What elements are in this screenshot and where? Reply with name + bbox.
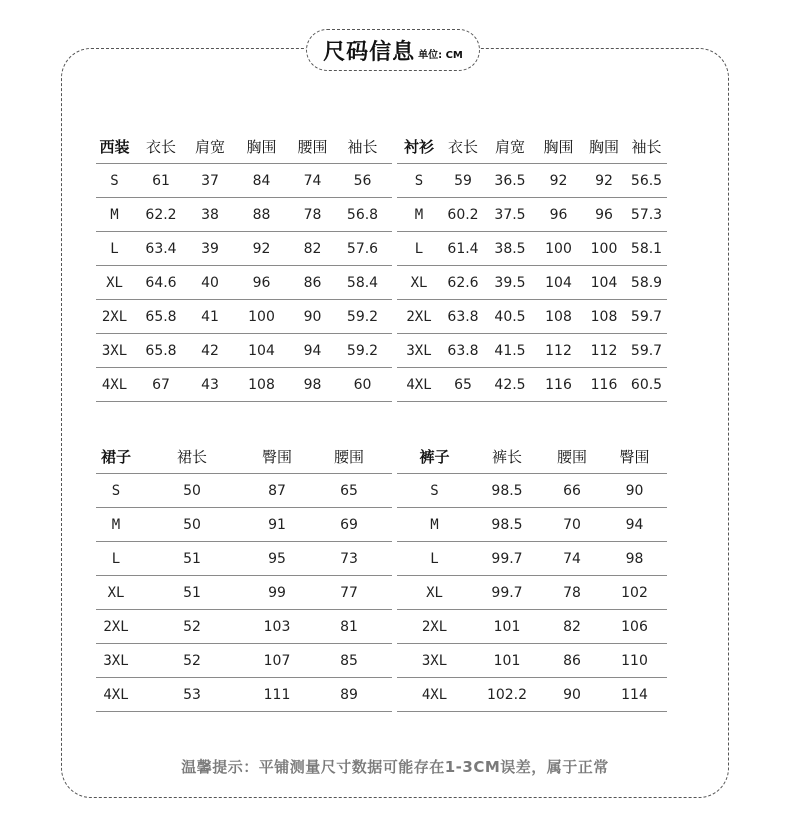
table-cell: 106	[602, 610, 667, 644]
table-cell: 52	[136, 610, 248, 644]
table-cell: 64.6	[133, 266, 189, 300]
size-cell: XL	[397, 576, 472, 610]
table-cell: 58.4	[333, 266, 392, 300]
table-cell: 36.5	[485, 164, 535, 198]
table-cell: 70	[542, 508, 602, 542]
table-cell: 116	[535, 368, 582, 402]
table-cell: 85	[306, 644, 392, 678]
table-cell: 63.4	[133, 232, 189, 266]
table-cell: 66	[542, 474, 602, 508]
column-header: 袖长	[333, 130, 392, 164]
table-row	[96, 542, 392, 576]
table-cell: 96	[535, 198, 582, 232]
table-cell: 61.4	[441, 232, 485, 266]
table-category-header: 衬衫	[397, 130, 441, 164]
table-cell: 86	[292, 266, 333, 300]
table-cell: 65	[441, 368, 485, 402]
table-cell: 92	[535, 164, 582, 198]
table-cell: 37	[189, 164, 231, 198]
pants-size-table	[397, 440, 667, 712]
size-cell: 2XL	[96, 610, 136, 644]
table-cell: 82	[542, 610, 602, 644]
size-cell: 2XL	[397, 300, 441, 334]
table-cell: 94	[292, 334, 333, 368]
column-header: 腰围	[542, 440, 602, 474]
table-cell: 38.5	[485, 232, 535, 266]
table-cell: 69	[306, 508, 392, 542]
size-cell: S	[397, 474, 472, 508]
table-cell: 60	[333, 368, 392, 402]
column-header: 胸围	[231, 130, 292, 164]
table-row	[96, 266, 392, 300]
table-row	[96, 610, 392, 644]
table-row	[397, 610, 667, 644]
shirt-size-table	[397, 130, 667, 402]
size-cell: M	[96, 198, 133, 232]
column-header: 臀围	[602, 440, 667, 474]
table-cell: 63.8	[441, 334, 485, 368]
size-cell: S	[397, 164, 441, 198]
column-header: 胸围	[582, 130, 626, 164]
table-cell: 81	[306, 610, 392, 644]
table-cell: 108	[535, 300, 582, 334]
table-cell: 90	[542, 678, 602, 712]
table-cell: 65.8	[133, 300, 189, 334]
table-cell: 87	[248, 474, 306, 508]
table-row	[96, 576, 392, 610]
table-cell: 63.8	[441, 300, 485, 334]
column-header: 袖长	[626, 130, 667, 164]
table-cell: 99.7	[472, 576, 542, 610]
column-header: 裙长	[136, 440, 248, 474]
table-row	[397, 164, 667, 198]
table-cell: 50	[136, 474, 248, 508]
table-cell: 89	[306, 678, 392, 712]
column-header: 裤长	[472, 440, 542, 474]
table-cell: 58.9	[626, 266, 667, 300]
table-cell: 104	[582, 266, 626, 300]
column-header: 肩宽	[189, 130, 231, 164]
table-cell: 103	[248, 610, 306, 644]
table-cell: 41.5	[485, 334, 535, 368]
size-cell: 4XL	[96, 368, 133, 402]
table-row	[96, 678, 392, 712]
table-cell: 39.5	[485, 266, 535, 300]
size-cell: 3XL	[397, 644, 472, 678]
size-cell: XL	[397, 266, 441, 300]
table-row	[96, 300, 392, 334]
table-cell: 100	[582, 232, 626, 266]
table-cell: 65	[306, 474, 392, 508]
table-cell: 53	[136, 678, 248, 712]
table-row	[397, 644, 667, 678]
table-cell: 67	[133, 368, 189, 402]
table-cell: 51	[136, 576, 248, 610]
size-cell: L	[397, 232, 441, 266]
size-cell: 3XL	[96, 334, 133, 368]
table-cell: 62.6	[441, 266, 485, 300]
table-cell: 92	[231, 232, 292, 266]
table-cell: 92	[582, 164, 626, 198]
table-row	[96, 164, 392, 198]
table-cell: 77	[306, 576, 392, 610]
table-cell: 88	[231, 198, 292, 232]
table-cell: 57.6	[333, 232, 392, 266]
table-cell: 74	[542, 542, 602, 576]
table-cell: 99.7	[472, 542, 542, 576]
table-row	[96, 232, 392, 266]
table-cell: 95	[248, 542, 306, 576]
column-header: 肩宽	[485, 130, 535, 164]
table-row	[397, 474, 667, 508]
table-cell: 108	[231, 368, 292, 402]
table-cell: 84	[231, 164, 292, 198]
suit-size-table	[96, 130, 392, 402]
table-cell: 98.5	[472, 508, 542, 542]
table-cell: 104	[535, 266, 582, 300]
table-header-row	[397, 440, 667, 474]
size-cell: 4XL	[397, 368, 441, 402]
table-cell: 111	[248, 678, 306, 712]
table-cell: 116	[582, 368, 626, 402]
size-cell: L	[96, 232, 133, 266]
table-cell: 58.1	[626, 232, 667, 266]
table-row	[397, 576, 667, 610]
column-header: 胸围	[535, 130, 582, 164]
size-cell: XL	[96, 576, 136, 610]
table-cell: 73	[306, 542, 392, 576]
table-cell: 60.5	[626, 368, 667, 402]
column-header: 腰围	[292, 130, 333, 164]
table-cell: 52	[136, 644, 248, 678]
table-row	[96, 508, 392, 542]
table-cell: 101	[472, 610, 542, 644]
table-header-row	[96, 130, 392, 164]
column-header: 衣长	[133, 130, 189, 164]
size-cell: S	[96, 474, 136, 508]
table-row	[397, 300, 667, 334]
size-cell: M	[96, 508, 136, 542]
table-cell: 98	[602, 542, 667, 576]
table-cell: 56	[333, 164, 392, 198]
table-cell: 56.5	[626, 164, 667, 198]
table-row	[96, 334, 392, 368]
table-row	[397, 678, 667, 712]
size-cell: M	[397, 508, 472, 542]
table-cell: 40.5	[485, 300, 535, 334]
table-cell: 100	[535, 232, 582, 266]
table-row	[96, 198, 392, 232]
table-cell: 102.2	[472, 678, 542, 712]
table-cell: 56.8	[333, 198, 392, 232]
table-cell: 114	[602, 678, 667, 712]
table-row	[397, 266, 667, 300]
table-row	[397, 368, 667, 402]
table-cell: 37.5	[485, 198, 535, 232]
table-cell: 90	[602, 474, 667, 508]
size-cell: 2XL	[397, 610, 472, 644]
table-cell: 107	[248, 644, 306, 678]
table-cell: 59.7	[626, 334, 667, 368]
table-cell: 40	[189, 266, 231, 300]
page-title: 尺码信息	[323, 39, 416, 65]
table-category-header: 裤子	[397, 440, 472, 474]
table-cell: 112	[582, 334, 626, 368]
table-cell: 91	[248, 508, 306, 542]
table-cell: 62.2	[133, 198, 189, 232]
table-cell: 42	[189, 334, 231, 368]
table-header-row	[96, 440, 392, 474]
table-cell: 98.5	[472, 474, 542, 508]
table-cell: 78	[542, 576, 602, 610]
table-cell: 60.2	[441, 198, 485, 232]
table-cell: 112	[535, 334, 582, 368]
table-row	[397, 334, 667, 368]
table-cell: 100	[231, 300, 292, 334]
table-cell: 102	[602, 576, 667, 610]
table-cell: 101	[472, 644, 542, 678]
table-cell: 38	[189, 198, 231, 232]
table-cell: 59.2	[333, 300, 392, 334]
size-cell: 2XL	[96, 300, 133, 334]
table-cell: 43	[189, 368, 231, 402]
table-cell: 59.7	[626, 300, 667, 334]
table-row	[397, 198, 667, 232]
column-header: 臀围	[248, 440, 306, 474]
table-cell: 94	[602, 508, 667, 542]
table-row	[397, 542, 667, 576]
size-cell: L	[96, 542, 136, 576]
table-cell: 59.2	[333, 334, 392, 368]
table-cell: 61	[133, 164, 189, 198]
size-cell: 3XL	[96, 644, 136, 678]
table-cell: 78	[292, 198, 333, 232]
table-cell: 57.3	[626, 198, 667, 232]
table-cell: 74	[292, 164, 333, 198]
table-row	[96, 644, 392, 678]
table-cell: 59	[441, 164, 485, 198]
unit-label: 单位: CM	[418, 49, 463, 61]
size-cell: M	[397, 198, 441, 232]
table-cell: 104	[231, 334, 292, 368]
table-cell: 65.8	[133, 334, 189, 368]
table-cell: 51	[136, 542, 248, 576]
measurement-note: 温馨提示：平铺测量尺寸数据可能存在1-3CM误差，属于正常	[181, 758, 609, 776]
table-cell: 82	[292, 232, 333, 266]
table-cell: 39	[189, 232, 231, 266]
table-cell: 86	[542, 644, 602, 678]
size-cell: 4XL	[96, 678, 136, 712]
skirt-size-table	[96, 440, 392, 712]
table-cell: 50	[136, 508, 248, 542]
table-cell: 108	[582, 300, 626, 334]
table-row	[397, 508, 667, 542]
table-header-row	[397, 130, 667, 164]
table-cell: 41	[189, 300, 231, 334]
table-cell: 96	[582, 198, 626, 232]
table-cell: 42.5	[485, 368, 535, 402]
size-cell: 4XL	[397, 678, 472, 712]
title-badge	[306, 29, 480, 71]
table-row	[96, 474, 392, 508]
table-cell: 99	[248, 576, 306, 610]
table-category-header: 西装	[96, 130, 133, 164]
table-cell: 98	[292, 368, 333, 402]
table-cell: 96	[231, 266, 292, 300]
column-header: 衣长	[441, 130, 485, 164]
table-row	[397, 232, 667, 266]
column-header: 腰围	[306, 440, 392, 474]
size-cell: S	[96, 164, 133, 198]
size-cell: XL	[96, 266, 133, 300]
size-cell: L	[397, 542, 472, 576]
table-cell: 110	[602, 644, 667, 678]
table-row	[96, 368, 392, 402]
size-cell: 3XL	[397, 334, 441, 368]
table-category-header: 裙子	[96, 440, 136, 474]
table-cell: 90	[292, 300, 333, 334]
